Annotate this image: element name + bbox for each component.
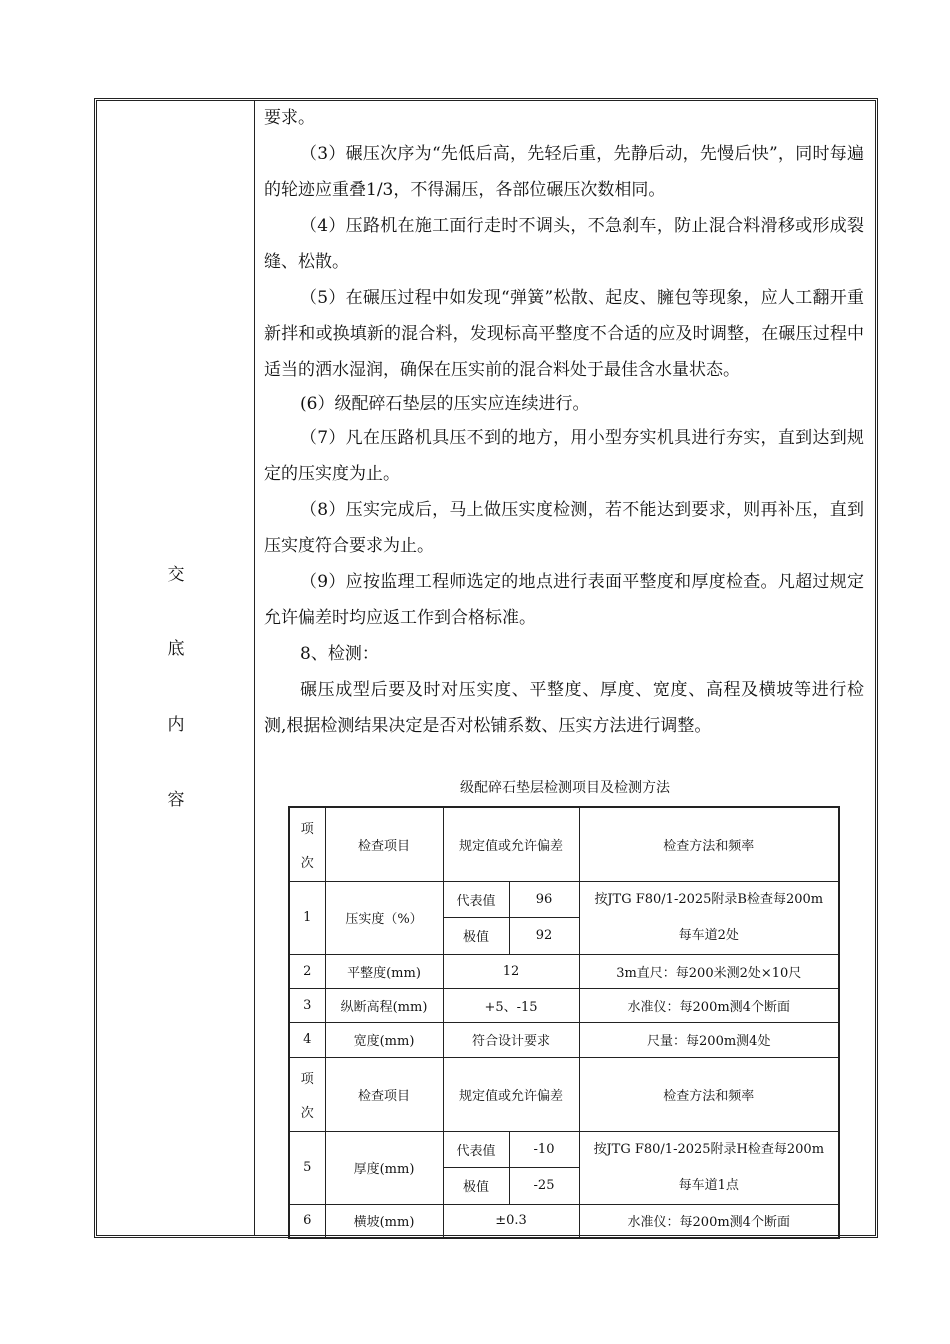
table-row — [289, 881, 839, 918]
row-item: 平整度(mm) — [325, 954, 443, 988]
row-value: +5、-15 — [443, 988, 579, 1022]
row-no: 2 — [289, 954, 325, 988]
row-value: ±0.3 — [443, 1204, 579, 1238]
row-method: 水准仪：每200m测4个断面 — [579, 1204, 839, 1238]
header-no: 项 次 — [289, 1057, 325, 1131]
sub-value: -25 — [509, 1168, 579, 1205]
header-spec: 规定值或允许偏差 — [443, 807, 579, 881]
sub-label: 极值 — [443, 1168, 509, 1205]
paragraph: （5）在碾压过程中如发现“弹簧”松散、起皮、臃包等现象，应人工翻开重新拌和或换填新的混合料，发现标高平整度不合适的应及时调整，在碾压过程中适当的洒水湿润，确保在压实前的混合料处于最佳含水量状态。 — [264, 288, 864, 380]
row-value: 12 — [443, 954, 579, 988]
row-item: 纵断高程(mm) — [325, 988, 443, 1022]
table-row — [289, 1204, 839, 1238]
header-method: 检查方法和频率 — [579, 1057, 839, 1131]
row-method: 按JTG F80/1-2025附录B检查每200m 每车道2处 — [579, 881, 839, 954]
row-item: 压实度（%） — [325, 881, 443, 954]
paragraph: （7）凡在压路机具压不到的地方，用小型夯实机具进行夯实，直到达到规定的压实度为止。 — [264, 428, 864, 484]
content-body — [264, 100, 864, 744]
header-item: 检查项目 — [325, 1057, 443, 1131]
table-row — [289, 1131, 839, 1168]
sub-label: 代表值 — [443, 881, 509, 918]
inspection-table — [288, 806, 840, 1239]
label-char-2: 底 — [167, 639, 185, 659]
paragraph: 8、检测： — [300, 644, 379, 664]
row-no: 4 — [289, 1022, 325, 1057]
row-no: 1 — [289, 881, 325, 954]
sub-value: 96 — [509, 881, 579, 918]
row-no: 6 — [289, 1204, 325, 1238]
header-spec: 规定值或允许偏差 — [443, 1057, 579, 1131]
header-item: 检查项目 — [325, 807, 443, 881]
sub-label: 代表值 — [443, 1131, 509, 1168]
row-value: 符合设计要求 — [443, 1022, 579, 1057]
table-row — [289, 988, 839, 1022]
row-method: 水准仪：每200m测4个断面 — [579, 988, 839, 1022]
table-header-row — [289, 807, 839, 881]
paragraph: 碾压成型后要及时对压实度、平整度、厚度、宽度、高程及横坡等进行检测,根据检测结果决定是否对松铺系数、压实方法进行调整。 — [264, 680, 864, 736]
row-method: 尺量：每200m测4处 — [579, 1022, 839, 1057]
row-no: 5 — [289, 1131, 325, 1204]
row-item: 横坡(mm) — [325, 1204, 443, 1238]
row-item: 宽度(mm) — [325, 1022, 443, 1057]
table-header-row — [289, 1057, 839, 1131]
row-method: 3m直尺：每200米测2处×10尺 — [579, 954, 839, 988]
sub-label: 极值 — [443, 918, 509, 955]
header-method: 检查方法和频率 — [579, 807, 839, 881]
table-row — [289, 954, 839, 988]
column-divider — [254, 100, 255, 1236]
row-method: 按JTG F80/1-2025附录H检查每200m 每车道1点 — [579, 1131, 839, 1204]
label-char-1: 交 — [167, 565, 185, 585]
sub-value: 92 — [509, 918, 579, 955]
paragraph: （3）碾压次序为“先低后高，先轻后重，先静后动，先慢后快”，同时每遍的轮迹应重叠1/3，不得漏压，各部位碾压次数相同。 — [264, 144, 864, 200]
label-char-4: 容 — [167, 790, 185, 810]
paragraph: （9）应按监理工程师选定的地点进行表面平整度和厚度检查。凡超过规定允许偏差时均应返工作到合格标准。 — [264, 572, 864, 628]
row-no: 3 — [289, 988, 325, 1022]
paragraph: （4）压路机在施工面行走时不调头，不急刹车，防止混合料滑移或形成裂缝、松散。 — [264, 216, 864, 272]
label-char-3: 内 — [167, 715, 185, 735]
table-row — [289, 1022, 839, 1057]
row-item: 厚度(mm) — [325, 1131, 443, 1204]
header-no: 项 次 — [289, 807, 325, 881]
paragraph: (6）级配碎石垫层的压实应连续进行。 — [300, 394, 590, 414]
paragraph: 要求。 — [264, 108, 315, 128]
sub-value: -10 — [509, 1131, 579, 1168]
paragraph: （8）压实完成后，马上做压实度检测，若不能达到要求，则再补压，直到压实度符合要求为止。 — [264, 500, 864, 556]
table-caption: 级配碎石垫层检测项目及检测方法 — [460, 780, 670, 796]
